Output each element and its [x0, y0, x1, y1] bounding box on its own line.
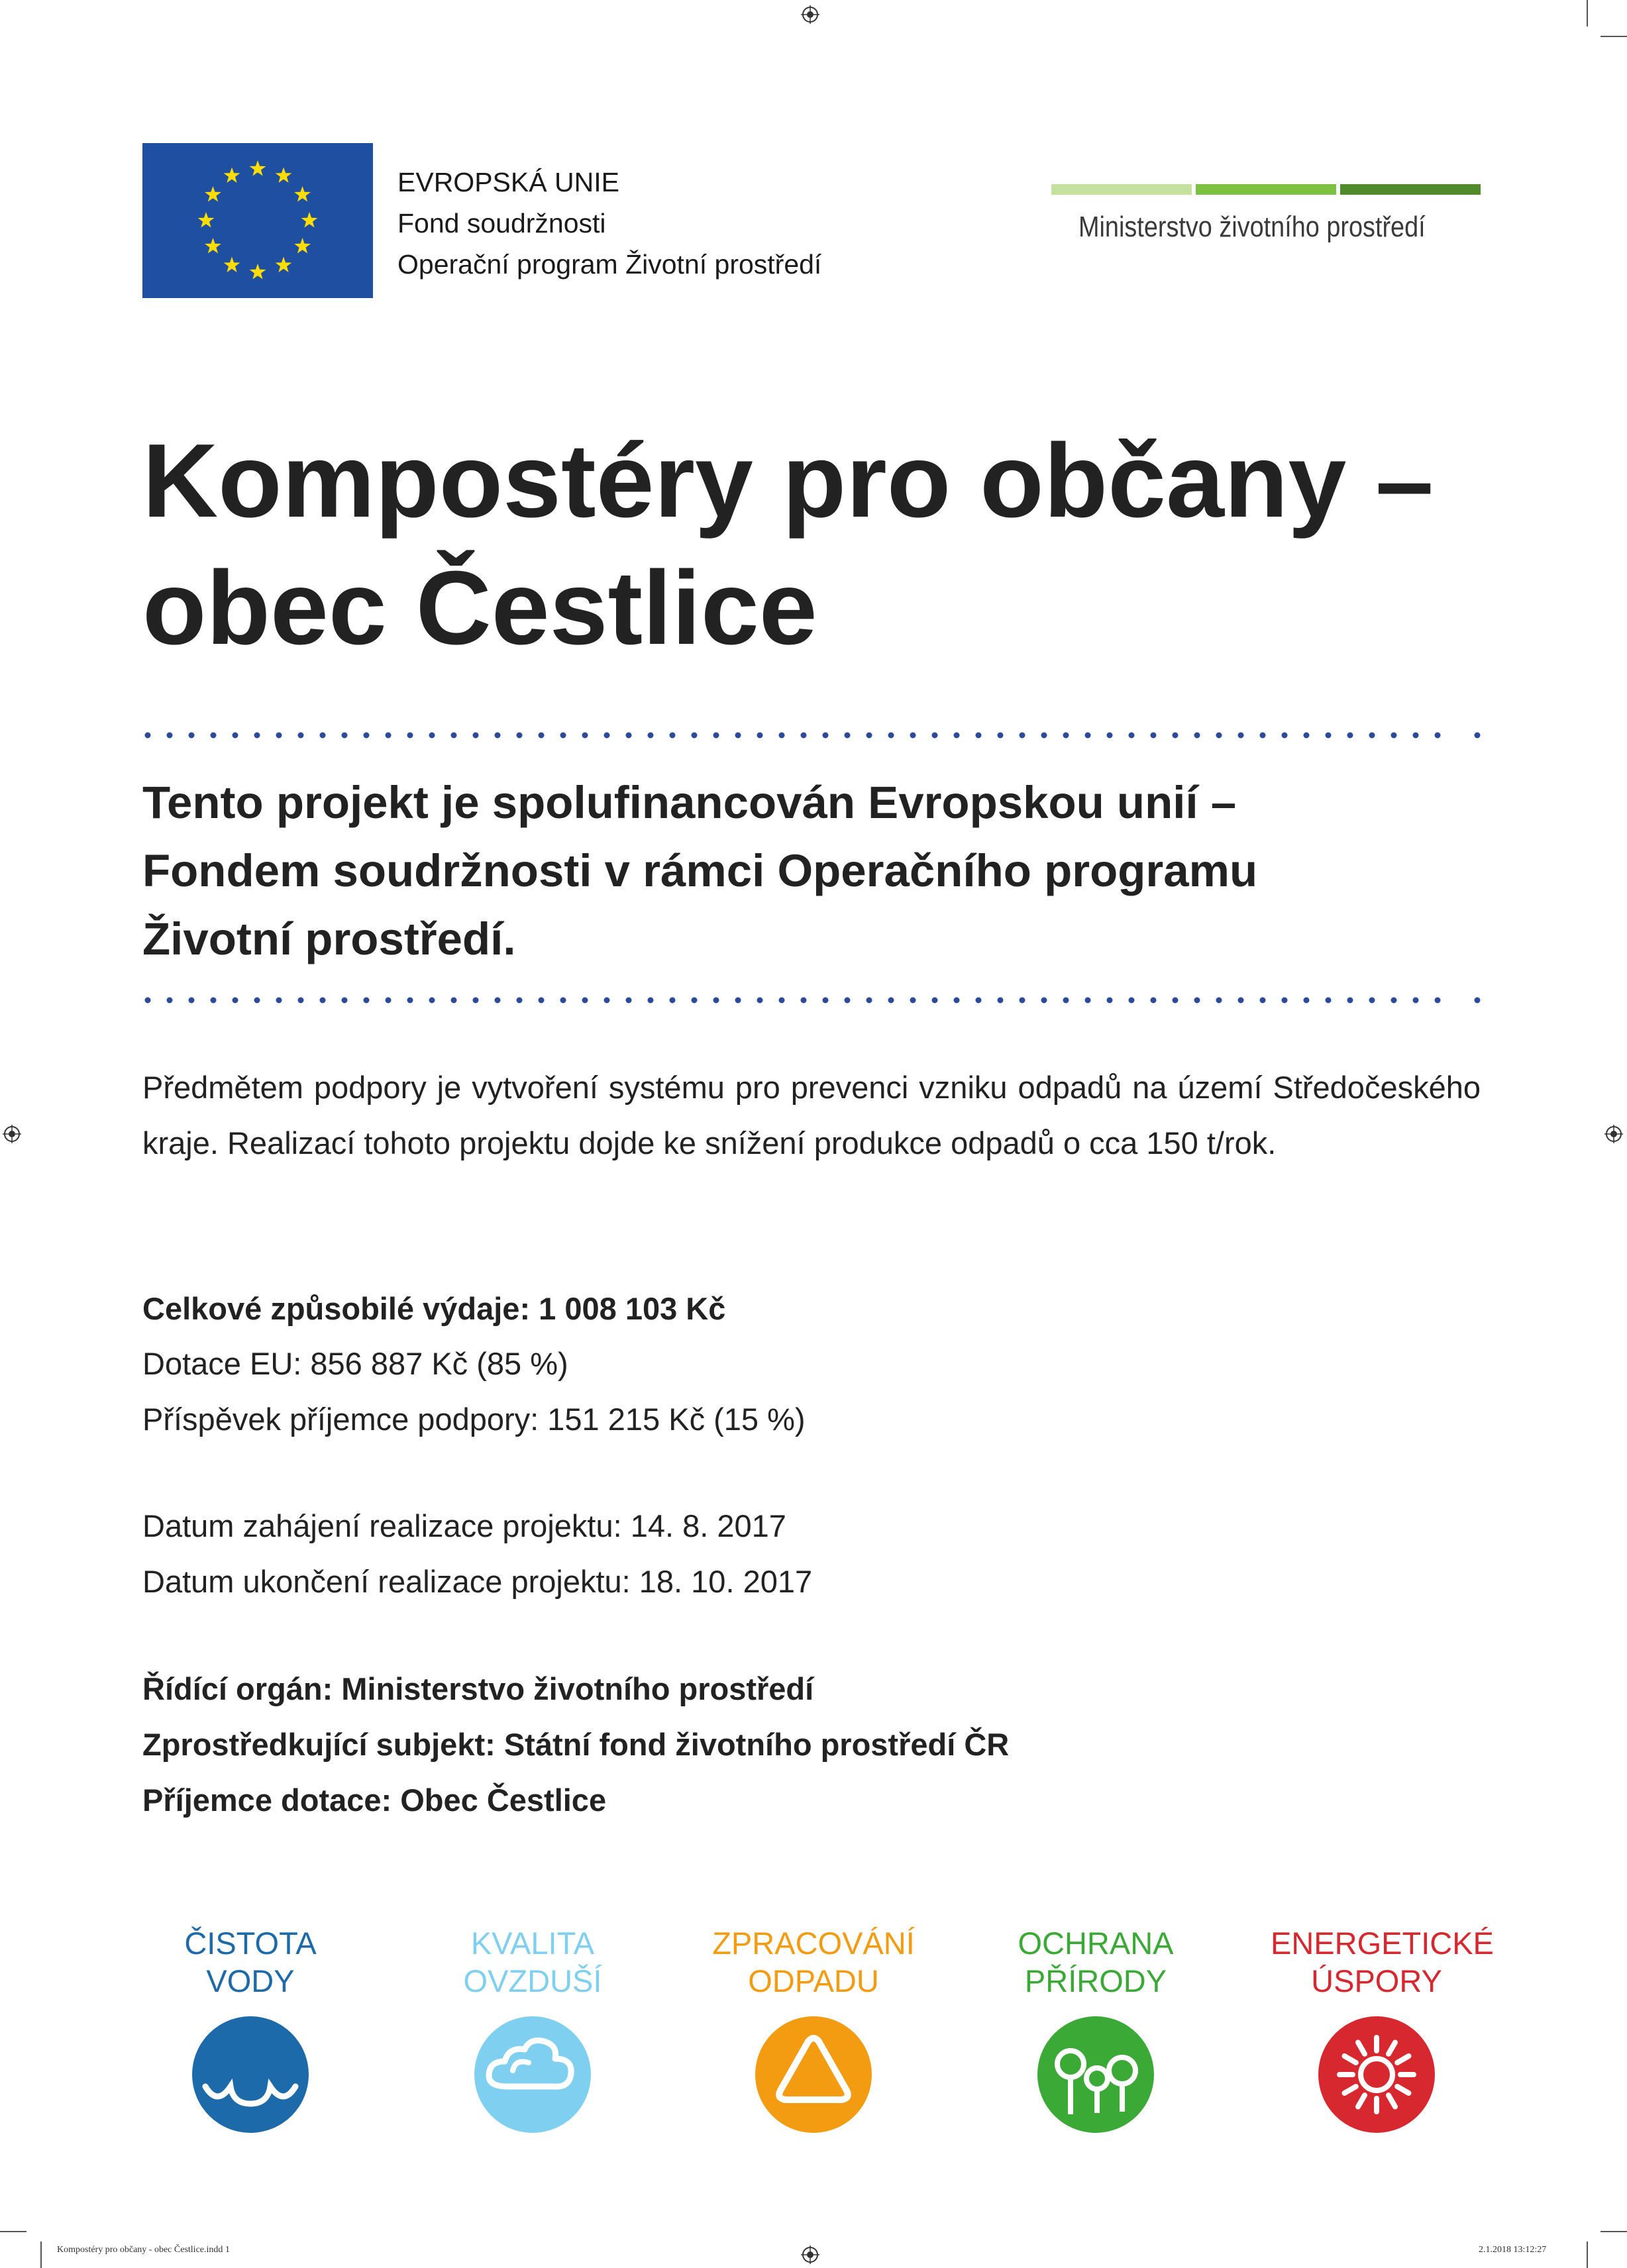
- axis-label-line: PŘÍRODY: [1024, 1963, 1167, 1998]
- intermediate-body: Zprostředkující subjekt: Státní fond životního prostředí ČR: [142, 1727, 1010, 1762]
- registration-mark-icon: [801, 5, 819, 24]
- axis-air: [427, 1924, 639, 2004]
- axis-label-line: ENERGETICKÉ: [1271, 1926, 1494, 1961]
- crop-mark: [1587, 2242, 1588, 2268]
- ministry-bar: [1340, 184, 1481, 195]
- title-line-1: Kompostéry pro občany –: [142, 423, 1434, 539]
- crop-mark: [0, 2231, 26, 2232]
- eu-line-1: EVROPSKÁ UNIE: [397, 167, 619, 197]
- dotted-divider: [144, 996, 1483, 1004]
- axis-waste: [708, 1924, 919, 2004]
- axis-label: [144, 1924, 356, 2004]
- page-title: [142, 417, 1494, 672]
- registration-mark-icon: [3, 1125, 21, 1143]
- eu-line-3: Operační program Životní prostředí: [397, 249, 822, 280]
- axis-label-line: OCHRANA: [1018, 1926, 1174, 1961]
- registration-mark-icon: [801, 2245, 819, 2264]
- dotted-divider: [144, 731, 1483, 739]
- project-description: Předmětem podpory je vytvoření systému pro prevenci vzniku odpadů na území Středočeského kraje. Realizací tohoto projektu dojde ke snížení produkce odpadů o cca 150 t/rok.: [142, 1070, 1481, 1160]
- managing-authority: Řídící orgán: Ministerstvo životního prostředí: [142, 1671, 814, 1706]
- axis-label: [1271, 1924, 1494, 2004]
- trees-icon: [1036, 2015, 1155, 2134]
- eu-line-2: Fond soudržnosti: [397, 208, 606, 238]
- print-slug-filename: Kompostéry pro občany - obec Čestlice.indd 1: [57, 2245, 230, 2255]
- beneficiary-contribution: Příspěvek příjemce podpory: 151 215 Kč (15 %): [142, 1402, 806, 1437]
- axis-label: [427, 1924, 639, 2004]
- subtitle-line-1: Tento projekt je spolufinancován Evropskou unií –: [142, 777, 1237, 828]
- axis-label: [990, 1924, 1202, 2004]
- recycle-triangle-icon: [754, 2015, 873, 2134]
- eu-flag-logo: [142, 143, 373, 298]
- axis-label-line: VODY: [206, 1963, 295, 1998]
- axis-label-line: ZPRACOVÁNÍ: [712, 1926, 915, 1961]
- eu-programme-text: [397, 162, 821, 285]
- sun-icon: [1317, 2015, 1436, 2134]
- axis-label-line: KVALITA: [470, 1926, 595, 1961]
- print-slug-date: 2.1.2018 13:12:27: [1479, 2245, 1547, 2255]
- start-date: Datum zahájení realizace projektu: 14. 8. 2017: [142, 1508, 786, 1543]
- end-date: Datum ukončení realizace projektu: 18. 10. 2017: [142, 1564, 813, 1599]
- eu-grant: Dotace EU: 856 887 Kč (85 %): [142, 1346, 568, 1381]
- axis-label-line: ČISTOTA: [184, 1926, 317, 1961]
- crop-mark: [1587, 0, 1588, 26]
- axis-label: [708, 1924, 919, 2004]
- cloud-icon: [473, 2015, 592, 2134]
- subtitle-line-3: Životní prostředí.: [142, 913, 516, 964]
- water-icon: [191, 2015, 310, 2134]
- axis-water: [144, 1924, 356, 2004]
- ministry-logo-bars: [1051, 184, 1482, 195]
- total-eligible-costs: Celkové způsobilé výdaje: 1 008 103 Kč: [142, 1291, 726, 1326]
- axis-energy: [1271, 1924, 1494, 2004]
- title-line-2: obec Čestlice: [142, 550, 817, 666]
- axis-label-line: ÚSPORY: [1311, 1963, 1442, 1998]
- cofinancing-statement: [142, 768, 1487, 973]
- crop-mark: [40, 2242, 42, 2268]
- axis-label-line: OVZDUŠÍ: [463, 1963, 602, 1998]
- grant-recipient: Příjemce dotace: Obec Čestlice: [142, 1782, 607, 1818]
- crop-mark: [1601, 36, 1627, 37]
- axis-nature: [990, 1924, 1202, 2004]
- crop-mark: [1601, 2231, 1627, 2232]
- axis-label-line: ODPADU: [748, 1963, 879, 1998]
- ministry-bar: [1196, 184, 1336, 195]
- ministry-bar: [1051, 184, 1192, 195]
- ministry-name: Ministerstvo životního prostředí: [1078, 211, 1426, 243]
- subtitle-line-2: Fondem soudržnosti v rámci Operačního programu: [142, 845, 1258, 896]
- registration-mark-icon: [1604, 1125, 1623, 1143]
